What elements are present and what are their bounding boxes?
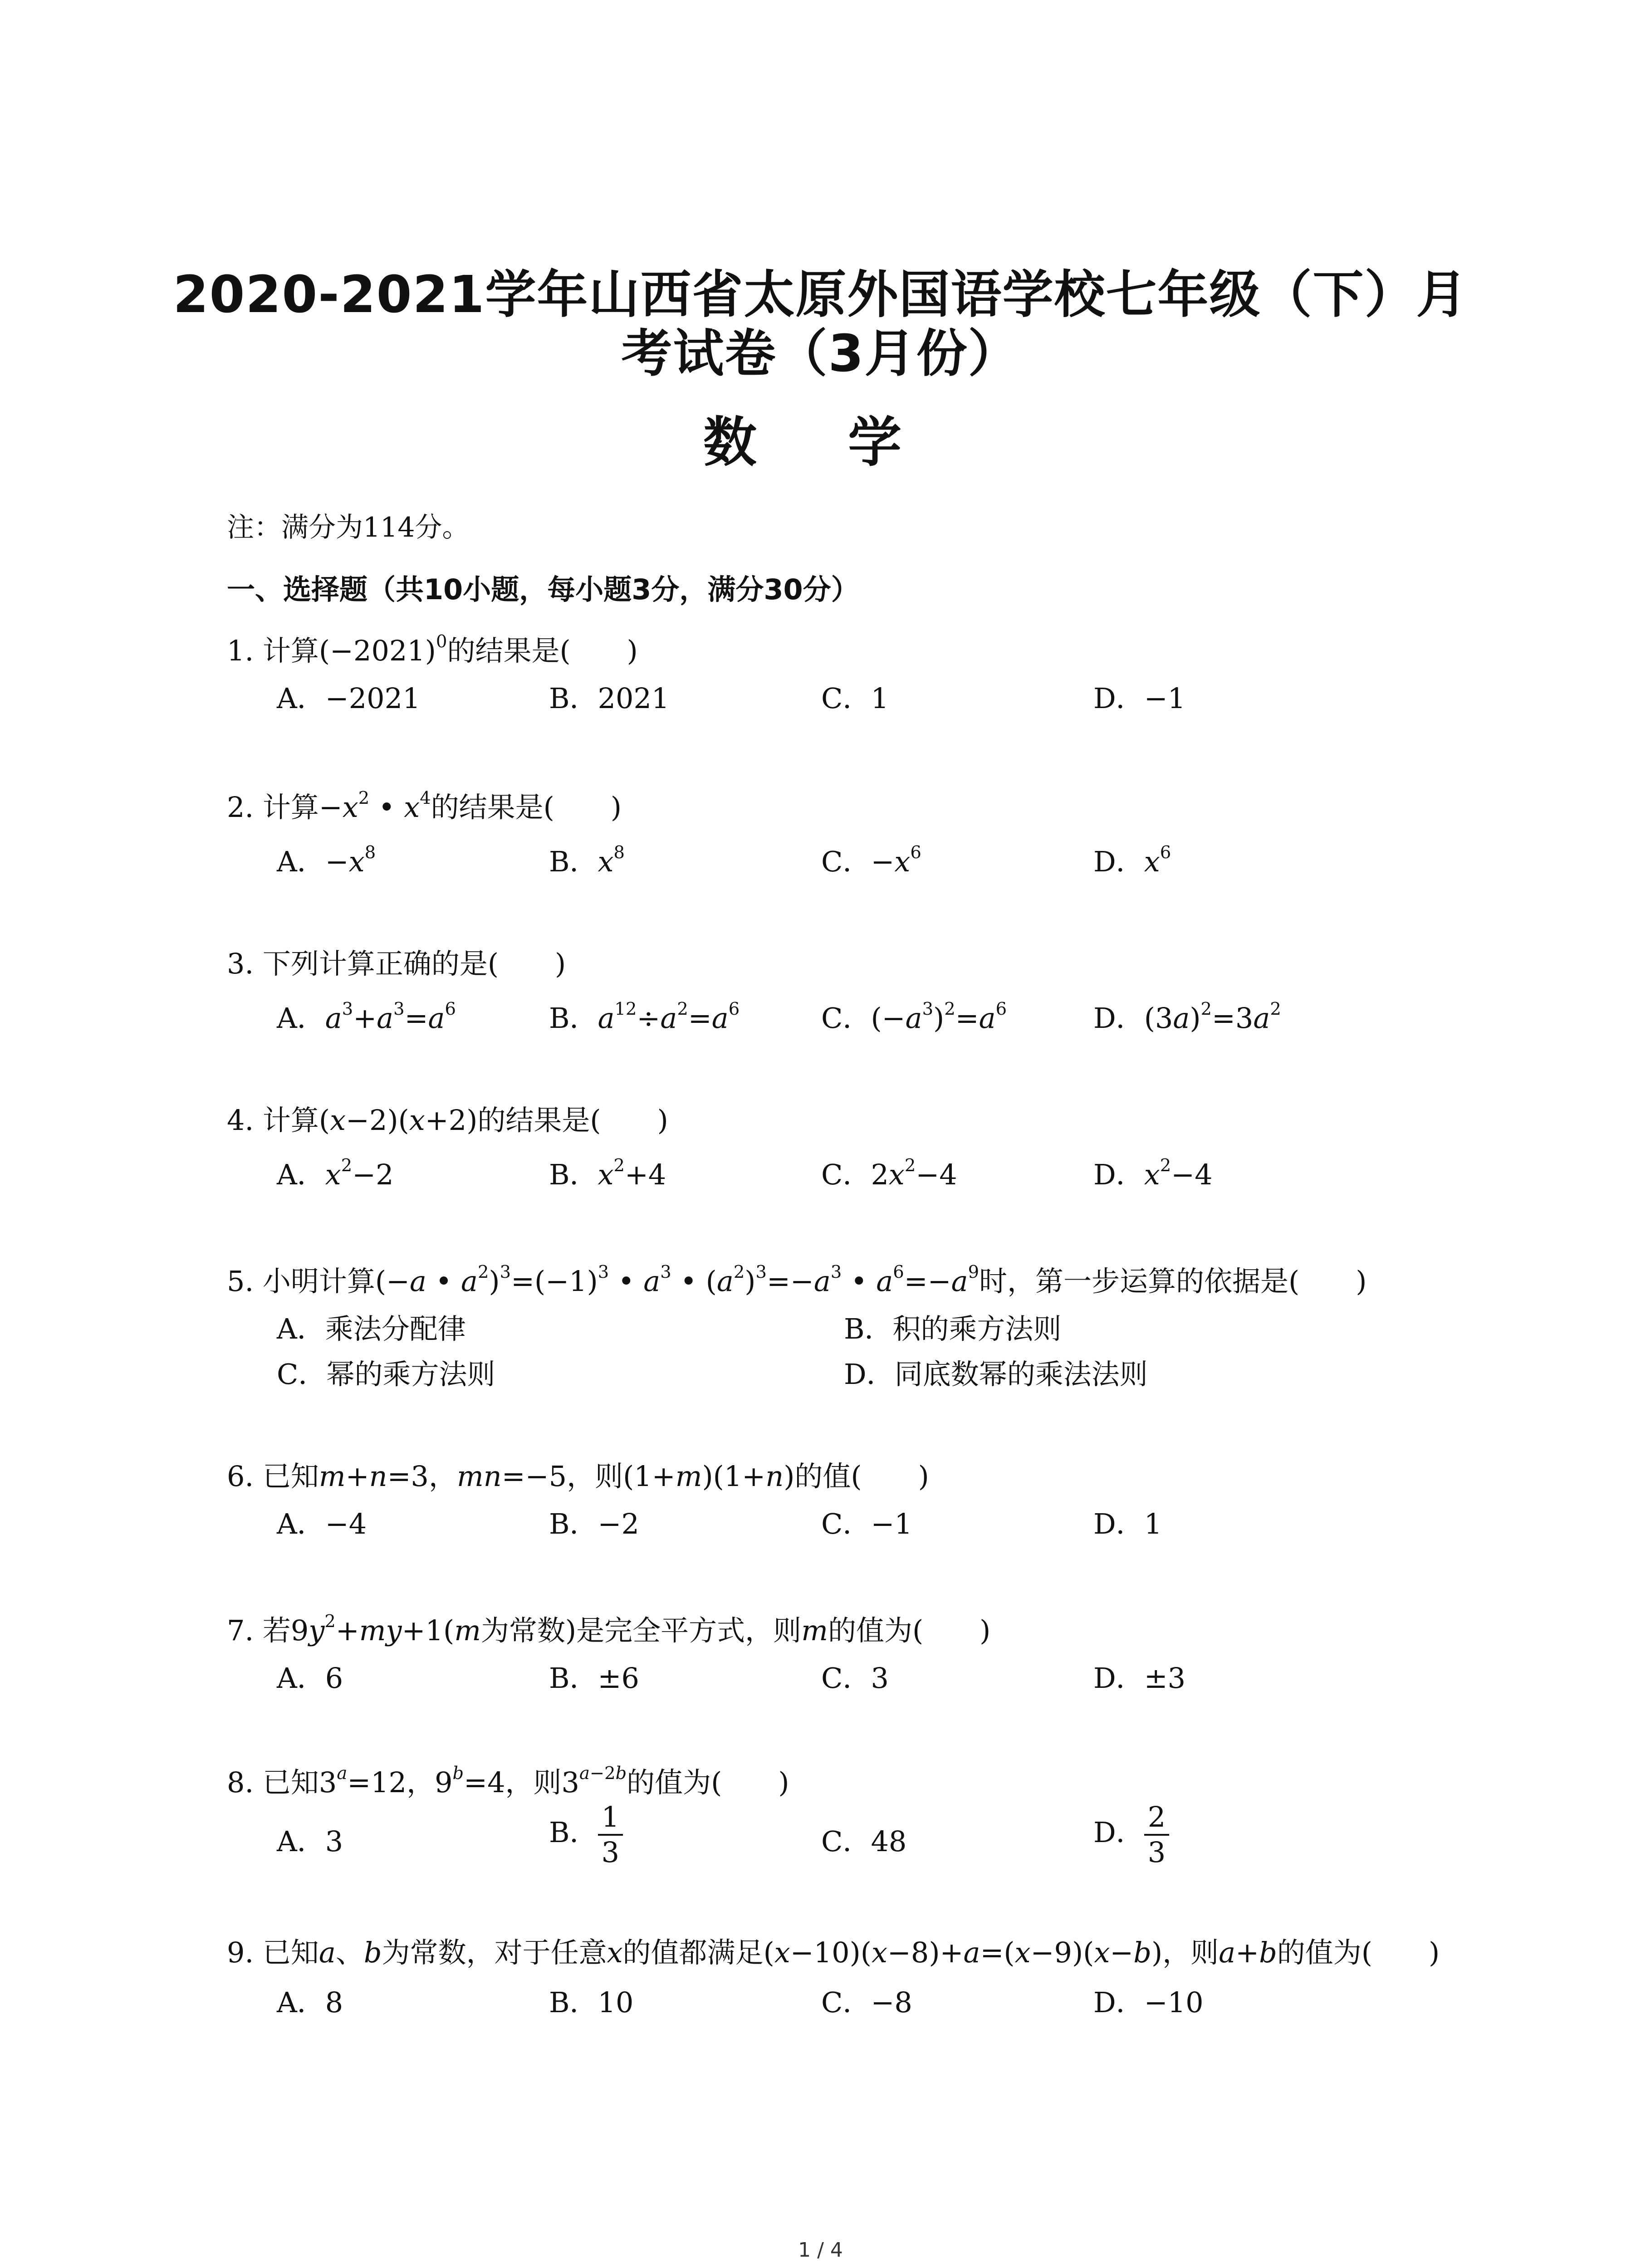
q5-option-b: B．积的乘方法则 — [844, 1312, 1062, 1345]
question-6: 6. 已知m+n=3，mn=−5，则(1+m)(1+n)的值( ) — [227, 1460, 929, 1493]
q9-option-d: D．−10 — [1093, 1986, 1204, 2019]
q8-option-c: C．48 — [821, 1825, 907, 1858]
q5-option-a: A．乘法分配律 — [277, 1312, 466, 1345]
q7-option-d: D．±3 — [1093, 1662, 1186, 1695]
question-2: 2. 计算$-x^2$ • $x^4$的结果是( ) — [227, 788, 622, 824]
fraction-one-third: $\frac{1}{3}$ — [598, 1803, 623, 1867]
q3-option-b: B．$a^{12}\div a^2=a^6$ — [549, 999, 740, 1035]
title-line-1: 2020-2021学年山西省太原外国语学校七年级（下）月 — [173, 265, 1468, 324]
q4-option-a: A．$x^2-2$ — [277, 1155, 394, 1191]
q6-option-d: D．1 — [1093, 1507, 1162, 1540]
q9-option-a: A．8 — [277, 1986, 343, 2019]
q6-option-b: B．−2 — [549, 1507, 639, 1540]
q4-option-c: C．$2x^2-4$ — [821, 1155, 957, 1191]
q6-option-a: A．−4 — [277, 1507, 367, 1540]
q1-prefix: 1. 计算(−2021) — [227, 634, 436, 667]
q1-suffix: 的结果是( ) — [447, 634, 638, 667]
section-heading-choice: 一、选择题（共10小题，每小题3分，满分30分） — [227, 573, 859, 606]
q7-option-a: A．6 — [277, 1662, 343, 1695]
q7-option-b: B．±6 — [549, 1662, 639, 1695]
question-8: 8. 已知$3^a=12$，$9^b=4$，则$3^{a-2b}$的值为( ) — [227, 1763, 789, 1799]
q3-option-a: A．$a^3+a^3=a^6$ — [277, 999, 456, 1035]
score-note: 注：满分为114分。 — [227, 512, 470, 543]
question-9: 9. 已知a、b为常数，对于任意x的值都满足(x−10)(x−8)+a=(x−9)(x−b)，则a+b的值为( ) — [227, 1936, 1440, 1969]
q2-option-c: C．$-x^6$ — [821, 842, 921, 878]
question-1 — [227, 628, 638, 669]
q1-exponent: 0 — [436, 631, 447, 652]
title-line-2: 考试卷（3月份） — [621, 324, 1020, 383]
q2-option-b: B．$x^8$ — [549, 842, 625, 878]
question-7: 7. 若$9y^2+my+1(m$为常数)是完全平方式，则m的值为( ) — [227, 1611, 991, 1647]
q1-option-b: B．2021 — [549, 682, 670, 715]
q8-option-d: D． $\frac{2}{3}$ — [1093, 1803, 1169, 1867]
fraction-two-thirds: $\frac{2}{3}$ — [1144, 1803, 1169, 1867]
q4-option-b: B．$x^2+4$ — [549, 1155, 666, 1191]
q3-option-d: D．$(3a)^2=3a^2$ — [1093, 999, 1281, 1035]
q1-option-a: A．−2021 — [277, 682, 421, 715]
question-3: 3. 下列计算正确的是( ) — [227, 947, 566, 980]
q9-option-b: B．10 — [549, 1986, 634, 2019]
q1-option-c: C．1 — [821, 682, 889, 715]
question-4: 4. 计算(x−2)(x+2)的结果是( ) — [227, 1104, 668, 1137]
q7-option-c: C．3 — [821, 1662, 889, 1695]
question-5: 5. 小明计算(−a • $a^2)^3=(-1)^3$ • $a^3$ • $(a^2)^3=-a^3$ • $a^6=-a^9$时，第一步运算的依据是( ) — [227, 1262, 1367, 1298]
q8-option-b: B． $\frac{1}{3}$ — [549, 1803, 623, 1867]
q4-option-d: D．$x^2-4$ — [1093, 1155, 1213, 1191]
page-number: 1 / 4 — [798, 2239, 843, 2262]
q5-option-d: D．同底数幂的乘法法则 — [844, 1358, 1148, 1391]
q2-option-d: D．$x^6$ — [1093, 842, 1171, 878]
subject-heading: 数 学 — [703, 411, 938, 474]
q9-option-c: C．−8 — [821, 1986, 912, 2019]
q8-option-a: A．3 — [277, 1825, 343, 1858]
q3-option-c: C．$(-a^3)^2=a^6$ — [821, 999, 1007, 1035]
q1-option-d: D．−1 — [1093, 682, 1186, 715]
q6-option-c: C．−1 — [821, 1507, 912, 1540]
q5-option-c: C．幂的乘方法则 — [277, 1358, 495, 1391]
q2-option-a: A．$-x^8$ — [277, 842, 376, 878]
